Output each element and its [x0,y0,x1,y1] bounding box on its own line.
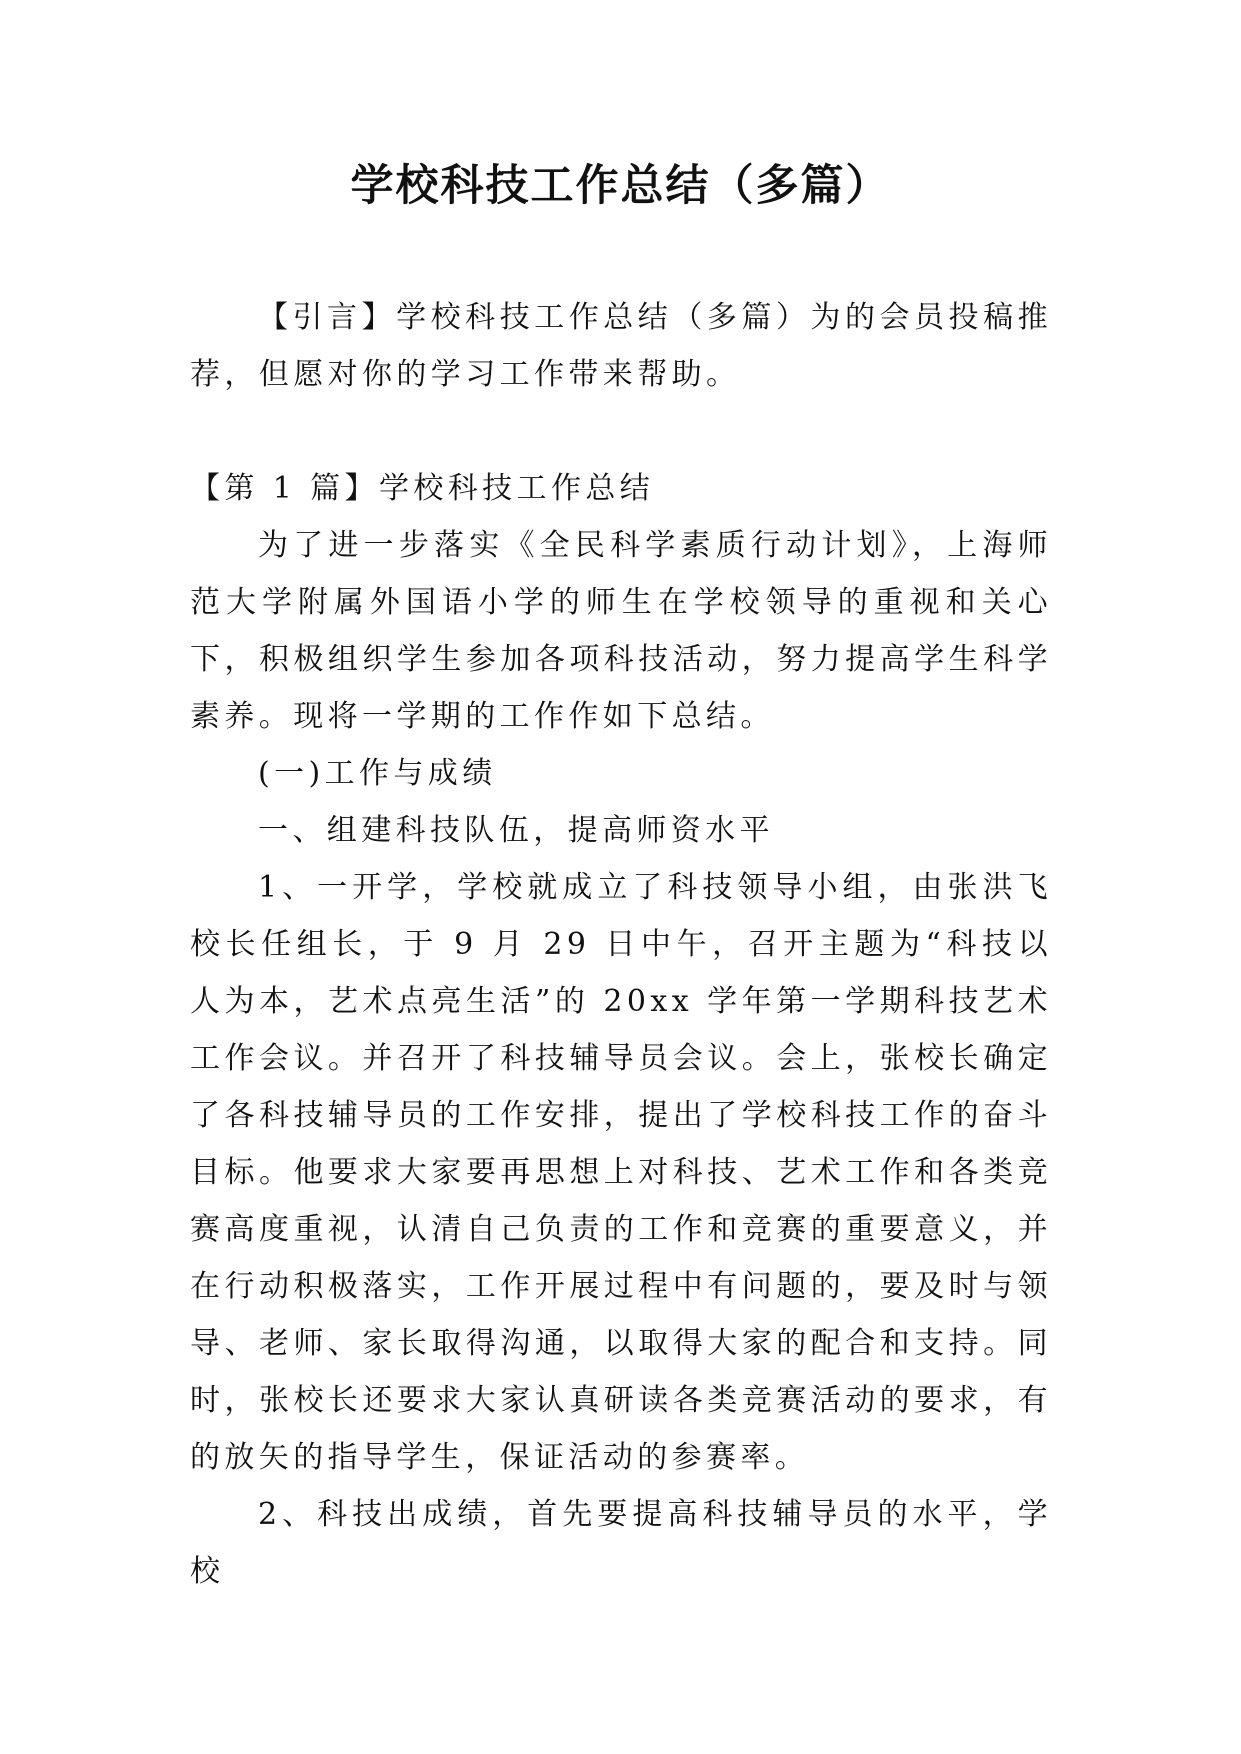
paragraph: 2、科技出成绩，首先要提高科技辅导员的水平，学校 [190,1497,1052,1589]
subheading: 一、组建科技队伍，提高师资水平 [258,813,774,848]
intro-block [190,289,1052,403]
document-title: 学校科技工作总结（多篇） [350,161,891,211]
section-1 [190,460,1052,1600]
paragraph: 1、一开学，学校就成立了科技领导小组，由张洪飞校长任组长，于 9 月 29 日中午，召开主题为“科技以人为本，艺术点亮生活”的 20xx 学年第一学期科技艺术工作会议。并召开了科技辅导员会议。会上，张校长确定了各科技辅导员的工作安排，提出了学校科技工作的奋斗目标。他要求大家要再思想上对科技、艺术工作和各类竞赛高度重视，认清自己负责的工作和竞赛的重要意义，并在行动积极落实，工作开展过程中有问题的，要及时与领导、老师、家长取得沟通，以取得大家的配合和支持。同时，张校长还要求大家认真研读各类竞赛活动的要求，有的放矢的指导学生，保证活动的参赛率。 [190,870,1052,1475]
subheading: (一)工作与成绩 [258,756,497,791]
section-heading: 【第 1 篇】学校科技工作总结 [190,471,655,506]
intro-paragraph: 【引言】学校科技工作总结（多篇）为的会员投稿推荐，但愿对你的学习工作带来帮助。 [190,300,1052,392]
paragraph: 为了进一步落实《全民科学素质行动计划》，上海师范大学附属外国语小学的师生在学校领导的重视和关心下，积极组织学生参加各项科技活动，努力提高学生科学素养。现将一学期的工作作如下总结。 [190,528,1052,734]
